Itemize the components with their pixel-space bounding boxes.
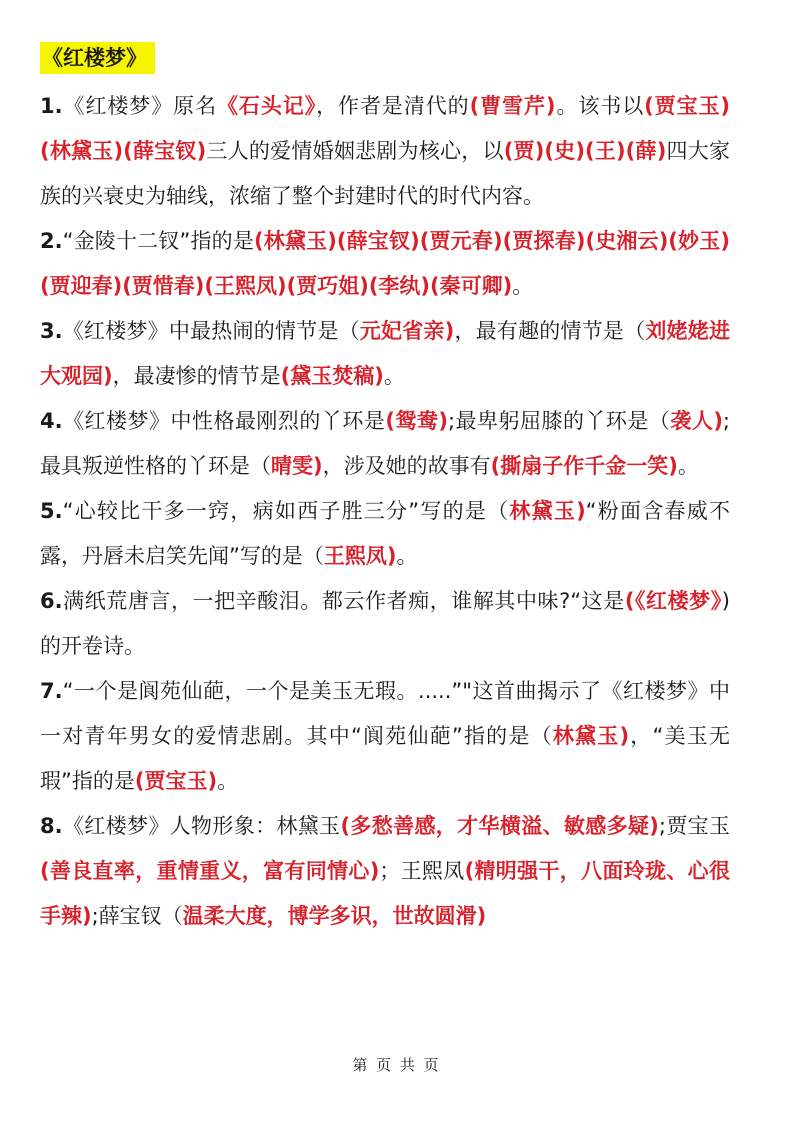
question-text: ;最具叛逆性格的丫环是（	[40, 409, 730, 478]
question-item-3	[40, 309, 730, 399]
question-number: 8.	[40, 814, 63, 838]
question-number: 6.	[40, 589, 63, 613]
answer-text: 王熙凤)	[323, 544, 397, 568]
answer-text: (贾)	[503, 139, 545, 163]
question-item-8	[40, 804, 730, 939]
question-text: ;最卑躬屈膝的丫环是（	[447, 409, 671, 433]
answer-text: (撕扇子作千金一笑)	[490, 454, 678, 478]
question-text: “金陵十二钗”指的是	[62, 229, 254, 253]
question-text: 四大家族的兴衰史为轴线，浓缩了整个封建时代的时代内容。	[40, 139, 730, 208]
answer-text: (史)	[544, 139, 585, 163]
question-text: ，最有趣的情节是（	[454, 319, 646, 343]
answer-text: (薛宝钗)	[336, 229, 420, 253]
question-text: “一个是阆苑仙葩，一个是美玉无瑕。.....”"这首曲揭示了《红楼梦》中一对青年男女的爱情悲剧。其中“阆苑仙葩”指的是（	[40, 679, 730, 748]
question-text: ，“美玉无瑕”指的是	[40, 724, 730, 793]
answer-text: (曹雪芹)	[469, 94, 556, 118]
question-text: ，涉及她的故事有	[322, 454, 491, 478]
answer-text: 温柔大度，博学多识，世故圆滑)	[182, 904, 487, 928]
answer-text: (李纨)	[368, 274, 431, 298]
answer-text: (妙玉)	[668, 229, 730, 253]
question-text: ，作者是清代的	[316, 94, 470, 118]
question-text: 。	[217, 769, 239, 793]
question-number: 4.	[40, 409, 63, 433]
answer-text: 林黛玉)	[509, 499, 586, 523]
section-title: 《红楼梦》	[40, 42, 155, 74]
answer-text: 元妃省亲)	[359, 319, 455, 343]
question-item-4	[40, 399, 730, 489]
answer-text: (秦可卿)	[430, 274, 513, 298]
question-text: )的开卷诗。	[40, 589, 730, 658]
answer-text: (贾探春)	[502, 229, 586, 253]
answer-text: 林黛玉)	[552, 724, 630, 748]
answer-text: (贾巧姐)	[286, 274, 369, 298]
page-footer: 第 页 共 页	[352, 1056, 441, 1074]
question-number: 7.	[40, 679, 63, 703]
answer-text: (王熙凤)	[204, 274, 287, 298]
answer-text: (精明强干，八面玲珑、心很手辣)	[40, 859, 730, 928]
question-text: “心较比干多一窍，病如西子胜三分”写的是（	[62, 499, 510, 523]
question-item-1	[40, 84, 730, 219]
question-text: “粉面含春威不露，丹唇未启笑先闻”写的是（	[40, 499, 730, 568]
question-text: ;贾宝玉	[658, 814, 731, 838]
question-text: 。	[677, 454, 699, 478]
question-text: 满纸荒唐言，一把辛酸泪。都云作者痴，谁解其中味?“这是	[62, 589, 625, 613]
answer-text: (王)	[585, 139, 626, 163]
question-number: 2.	[40, 229, 63, 253]
answer-text: (黛玉焚稿)	[280, 364, 384, 388]
question-list	[40, 84, 730, 939]
question-item-6	[40, 579, 730, 669]
answer-text: (鸳鸯)	[385, 409, 448, 433]
question-text: ;薛宝钗（	[91, 904, 183, 928]
question-text: 。	[512, 274, 534, 298]
answer-text: (《红楼梦》	[624, 589, 722, 613]
question-text: 《红楼梦》中最热闹的情节是（	[62, 319, 360, 343]
question-item-5	[40, 489, 730, 579]
answer-text: (贾元春)	[419, 229, 503, 253]
question-text: 。该书以	[555, 94, 645, 118]
answer-text: 刘姥姥进大观园)	[40, 319, 730, 388]
question-text: ；王熙凤	[379, 859, 465, 883]
question-text: 三人的爱情婚姻悲剧为核心，以	[206, 139, 504, 163]
question-item-7	[40, 669, 730, 804]
answer-text: (薛)	[625, 139, 667, 163]
question-text: 《红楼梦》中性格最刚烈的丫环是	[62, 409, 386, 433]
answer-text: (善良直率，重情重义，富有同情心)	[40, 859, 380, 883]
question-text: 。	[383, 364, 405, 388]
answer-text: 《石头记》	[217, 94, 317, 118]
question-text: 《红楼梦》原名	[62, 94, 217, 118]
answer-text: (贾惜春)	[122, 274, 205, 298]
answer-text: (贾迎春)	[40, 274, 123, 298]
answer-text: 袭人)	[670, 409, 723, 433]
question-number: 1.	[40, 94, 63, 118]
answer-text: (贾宝玉)	[644, 94, 731, 118]
question-text: 。	[396, 544, 418, 568]
answer-text: (多愁善感，才华横溢、敏感多疑)	[340, 814, 659, 838]
answer-text: 晴雯)	[271, 454, 323, 478]
answer-text: (林黛玉)	[254, 229, 337, 253]
question-text: ，最凄惨的情节是	[112, 364, 281, 388]
answer-text: (贾宝玉)	[134, 769, 218, 793]
question-number: 3.	[40, 319, 63, 343]
answer-text: (薛宝钗)	[123, 139, 207, 163]
question-number: 5.	[40, 499, 63, 523]
answer-text: (史湘云)	[585, 229, 669, 253]
question-item-2	[40, 219, 730, 309]
question-text: 《红楼梦》人物形象：林黛玉	[62, 814, 341, 838]
answer-text: (林黛玉)	[40, 139, 124, 163]
